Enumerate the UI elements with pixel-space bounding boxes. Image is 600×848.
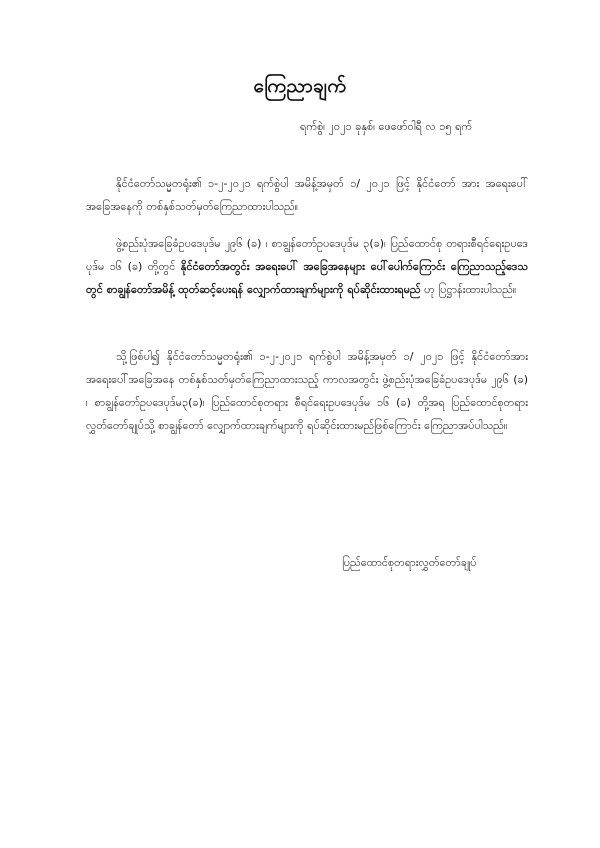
document-title: ကြေညာချက် (253, 75, 347, 97)
paragraph-2-emphasis: နိုင်ငံတော်အတွင်း အရေးပေါ် အခြေအနေများ ပေါ်ပေါက်ကြောင်း ကြေညာသည့်ဒေသတွင် စာချွန်တော်အမိန့် ထုတ်ဆင့်ပေးရန် လျှောက်ထားချက်များကို ရပ်ဆိုင်းထားရမည် (86, 260, 529, 296)
document-dateline: ရက်စွဲ၊ ၂၀၂၁ ခုနှစ်၊ ဖေဖော်ဝါရီ လ ၁၅ ရက် (300, 120, 473, 133)
paragraph-2-text-start: ဖွဲ့စည်းပုံအခြေခံဥပဒေပုဒ်မ ၂၉၆ (ခ) ၊ စာချွန်တော်ဥပဒေပုဒ်မ ၃(ခ)၊ ပြည်ထောင်စု တရားစီရင်ရေးဥပဒေပုဒ်မ ၁၆ (ခ) တို့တွင် (86, 237, 528, 273)
signature-block: ပြည်ထောင်စုတရားလွှတ်တော်ချုပ် (342, 556, 477, 569)
paragraph-1-text: နိုင်ငံတော်သမ္မတရုံး၏ ၁-၂-၂၀၂၁ ရက်စွဲပါ အမိန့်အမှတ် ၁/ ၂၀၂၁ ဖြင့် နိုင်ငံတော် အား အရေးပေါ် အခြေအနေကို တစ်နှစ်သတ်မှတ်ကြေညာထားပါသည်။ (86, 177, 528, 213)
paragraph-2 (86, 232, 528, 301)
paragraph-3 (86, 345, 528, 437)
paragraph-2-text-end: ဟု ပြဋ္ဌာန်းထားပါသည်။ (420, 283, 517, 296)
paragraph-1 (86, 172, 528, 218)
paragraph-3-text: သို့ဖြစ်ပါ၍ နိုင်ငံတော်သမ္မတရုံး၏ ၁-၂-၂၀၂၁ ရက်စွဲပါ အမိန့်အမှတ် ၁/ ၂၀၂၁ ဖြင့် နိုင်ငံတော်အား အရေးပေါ်အခြေအနေ တစ်နှစ်သတ်မှတ်ကြေညာထားသည့် ကာလအတွင်း ဖွဲ့စည်းပုံအခြေခံဥပဒေပုဒ်မ ၂၉၆ (ခ) ၊ စာချွန်တော်ဥပဒေပုဒ်မ၃(ခ)၊ ပြည်ထောင်စုတရား စီရင်ရေးဥပဒေပုဒ်မ ၁၆ (ခ) တို့အရ ပြည်ထောင်စုတရားလွှတ်တော်ချုပ်သို့ စာချွန်တော် လျှောက်ထားချက်များကို ရပ်ဆိုင်းထားမည်ဖြစ်ကြောင်း ကြေညာအပ်ပါသည်။ (86, 350, 528, 432)
